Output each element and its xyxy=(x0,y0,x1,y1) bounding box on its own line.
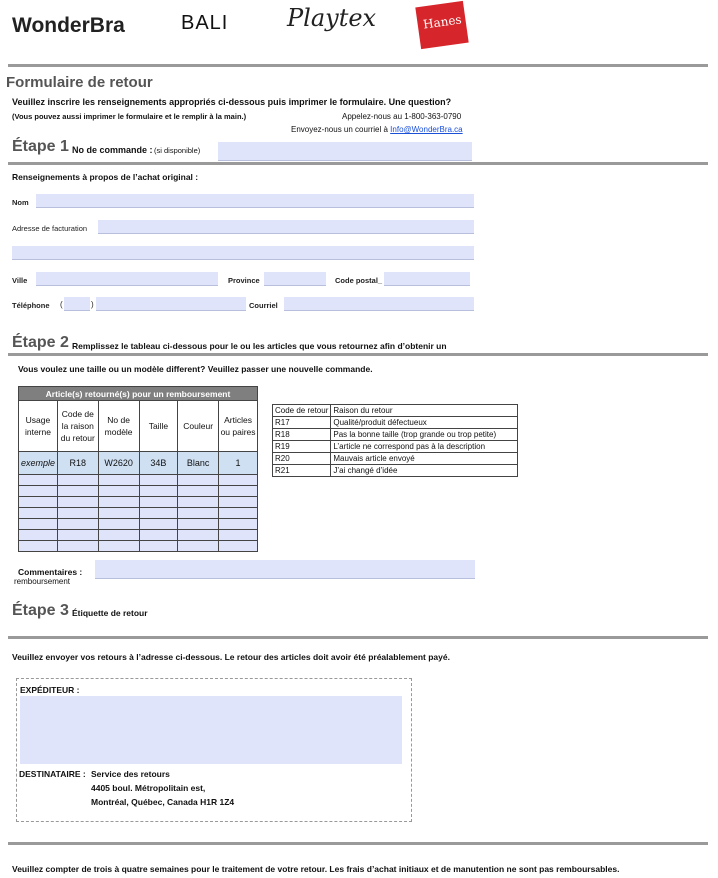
table-cell[interactable] xyxy=(139,508,178,519)
table-row[interactable] xyxy=(19,530,258,541)
table-cell[interactable] xyxy=(57,497,98,508)
table-cell[interactable] xyxy=(139,541,178,552)
code-cell: R19 xyxy=(273,441,331,453)
table-cell[interactable] xyxy=(219,497,258,508)
table-cell[interactable] xyxy=(178,486,219,497)
codes-header-code: Code de retour xyxy=(273,405,331,417)
recipient-street: 4405 boul. Métropolitain est, xyxy=(91,783,206,793)
table-cell[interactable] xyxy=(57,508,98,519)
col-taille: Taille xyxy=(139,401,178,452)
table-cell[interactable] xyxy=(57,475,98,486)
comments-input[interactable] xyxy=(95,560,475,579)
original-purchase-title: Renseignements à propos de l’achat original : xyxy=(12,172,199,182)
city-input[interactable] xyxy=(36,272,218,286)
return-codes-table xyxy=(272,404,518,477)
phone-paren-open: ( xyxy=(60,300,63,309)
code-row xyxy=(273,429,518,441)
reason-cell: Qualité/produit défectueux xyxy=(331,417,518,429)
table-cell[interactable] xyxy=(219,508,258,519)
table-cell[interactable] xyxy=(139,475,178,486)
table-cell[interactable] xyxy=(19,508,58,519)
reason-cell: Pas la bonne taille (trop grande ou trop petite) xyxy=(331,429,518,441)
example-cell: 1 xyxy=(219,452,258,475)
code-row xyxy=(273,453,518,465)
table-row[interactable] xyxy=(19,508,258,519)
col-usage-interne: Usage interne xyxy=(19,401,58,452)
table-cell[interactable] xyxy=(139,530,178,541)
size-model-note: Vous voulez une taille ou un modèle different? Veuillez passer une nouvelle commande. xyxy=(18,364,373,374)
table-cell[interactable] xyxy=(19,497,58,508)
comments-label: Commentaires : xyxy=(18,567,83,577)
table-cell[interactable] xyxy=(219,519,258,530)
table-cell[interactable] xyxy=(139,519,178,530)
table-cell[interactable] xyxy=(98,530,139,541)
postal-code-input[interactable] xyxy=(384,272,470,286)
table-cell[interactable] xyxy=(19,530,58,541)
step1-rule xyxy=(8,162,708,165)
table-cell[interactable] xyxy=(219,475,258,486)
table-cell[interactable] xyxy=(57,541,98,552)
table-cell[interactable] xyxy=(98,519,139,530)
col-couleur: Couleur xyxy=(178,401,219,452)
table-cell[interactable] xyxy=(178,508,219,519)
recipient-city: Montréal, Québec, Canada H1R 1Z4 xyxy=(91,797,235,807)
recipient-label: DESTINATAIRE : xyxy=(19,769,86,779)
table-cell[interactable] xyxy=(178,530,219,541)
billing-address-label: Adresse de facturation xyxy=(12,224,88,233)
intro-note: (Vous pouvez aussi imprimer le formulaire et le remplir à la main.) xyxy=(12,112,247,121)
table-cell[interactable] xyxy=(98,497,139,508)
table-cell[interactable] xyxy=(178,497,219,508)
table-cell[interactable] xyxy=(19,486,58,497)
table-cell[interactable] xyxy=(98,486,139,497)
reason-cell: L’article ne correspond pas à la description xyxy=(331,441,518,453)
name-input[interactable] xyxy=(36,194,474,208)
bali-logo: BALI xyxy=(181,12,229,34)
table-cell[interactable] xyxy=(139,486,178,497)
table-cell[interactable] xyxy=(57,486,98,497)
table-cell[interactable] xyxy=(19,519,58,530)
code-cell: R21 xyxy=(273,465,331,477)
order-number-hint: (si disponible) xyxy=(154,146,201,155)
table-cell[interactable] xyxy=(57,519,98,530)
sender-input[interactable] xyxy=(20,696,402,764)
table-row[interactable] xyxy=(19,541,258,552)
col-code-raison: Code de la raison du retour xyxy=(57,401,98,452)
step2-instructions: Remplissez le tableau ci-dessous pour le ou les articles que vous retournez afin d’obtenir un xyxy=(72,341,447,351)
table-cell[interactable] xyxy=(178,519,219,530)
comments-sublabel: remboursement xyxy=(14,577,71,586)
province-input[interactable] xyxy=(264,272,326,286)
return-items-table xyxy=(18,386,258,552)
table-row[interactable] xyxy=(19,497,258,508)
col-no-modele: No de modèle xyxy=(98,401,139,452)
email-label: Courriel xyxy=(249,301,278,310)
send-instructions: Veuillez envoyer vos retours à l’adresse ci-dessous. Le retour des articles doit avoir été préalablement payé. xyxy=(12,652,450,662)
wonderbra-logo: WonderBra xyxy=(12,14,125,37)
code-row xyxy=(273,465,518,477)
code-row xyxy=(273,417,518,429)
order-number-input[interactable] xyxy=(218,142,472,161)
example-cell: W2620 xyxy=(98,452,139,475)
telephone-label: Téléphone xyxy=(12,301,50,310)
order-number-label: No de commande : xyxy=(72,145,153,155)
footer-note: Veuillez compter de trois à quatre semaines pour le traitement de votre retour. Les frais d’achat initiaux et de manutention ne sont pas remboursables. xyxy=(12,864,620,874)
table-cell[interactable] xyxy=(219,541,258,552)
sender-label: EXPÉDITEUR : xyxy=(20,685,80,695)
table-cell[interactable] xyxy=(98,508,139,519)
table-row[interactable] xyxy=(19,475,258,486)
phone-paren-close: ) xyxy=(91,300,94,309)
email-line xyxy=(291,125,463,134)
name-label: Nom xyxy=(12,198,29,207)
intro-text: Veuillez inscrire les renseignements appropriés ci-dessous puis imprimer le formulaire. Une question? xyxy=(12,97,452,107)
email-prefix: Envoyez-nous un courriel à xyxy=(291,125,391,134)
hanes-logo-text: Hanes xyxy=(422,12,463,32)
step3-title: Étape 3 xyxy=(12,602,69,619)
postal-code-label: Code postal_ xyxy=(335,276,383,285)
province-label: Province xyxy=(228,276,260,285)
step2-rule xyxy=(8,353,708,356)
header-rule xyxy=(8,64,708,67)
playtex-logo: Playtex xyxy=(287,4,377,32)
table-cell[interactable] xyxy=(219,530,258,541)
phone-line: Appelez-nous au 1-800-363-0790 xyxy=(342,112,462,121)
table-cell[interactable] xyxy=(19,541,58,552)
recipient-name: Service des retours xyxy=(91,769,170,779)
reason-cell: J’ai changé d’idée xyxy=(331,465,518,477)
city-label: Ville xyxy=(12,276,28,285)
table-cell[interactable] xyxy=(19,475,58,486)
email-input[interactable] xyxy=(284,297,474,311)
table-cell[interactable] xyxy=(98,475,139,486)
table-row[interactable] xyxy=(19,519,258,530)
code-cell: R17 xyxy=(273,417,331,429)
footer-rule xyxy=(8,842,708,845)
example-row xyxy=(19,452,258,475)
table-cell[interactable] xyxy=(57,530,98,541)
table-row[interactable] xyxy=(19,486,258,497)
reason-cell: Mauvais article envoyé xyxy=(331,453,518,465)
codes-header-reason: Raison du retour xyxy=(331,405,518,417)
step3-rule xyxy=(8,636,708,639)
table-cell[interactable] xyxy=(98,541,139,552)
table-cell[interactable] xyxy=(139,497,178,508)
billing-address-input[interactable] xyxy=(98,220,474,234)
table-cell[interactable] xyxy=(178,475,219,486)
example-cell: Blanc xyxy=(178,452,219,475)
billing-address-input-2[interactable] xyxy=(12,246,474,260)
col-articles: Articles ou paires xyxy=(219,401,258,452)
step3-subtitle: Étiquette de retour xyxy=(72,608,148,618)
step2-title: Étape 2 xyxy=(12,334,69,351)
page-title: Formulaire de retour xyxy=(6,74,153,91)
email-link[interactable]: Info@WonderBra.ca xyxy=(390,125,463,134)
table-cell[interactable] xyxy=(178,541,219,552)
code-cell: R18 xyxy=(273,429,331,441)
return-table-header: Article(s) retourné(s) pour un remboursement xyxy=(19,387,258,401)
code-row xyxy=(273,441,518,453)
code-cell: R20 xyxy=(273,453,331,465)
example-cell: R18 xyxy=(57,452,98,475)
example-cell: exemple xyxy=(19,452,58,475)
table-cell[interactable] xyxy=(219,486,258,497)
area-code-input[interactable] xyxy=(64,297,90,311)
example-cell: 34B xyxy=(139,452,178,475)
step1-title: Étape 1 xyxy=(12,138,69,155)
phone-input[interactable] xyxy=(96,297,246,311)
